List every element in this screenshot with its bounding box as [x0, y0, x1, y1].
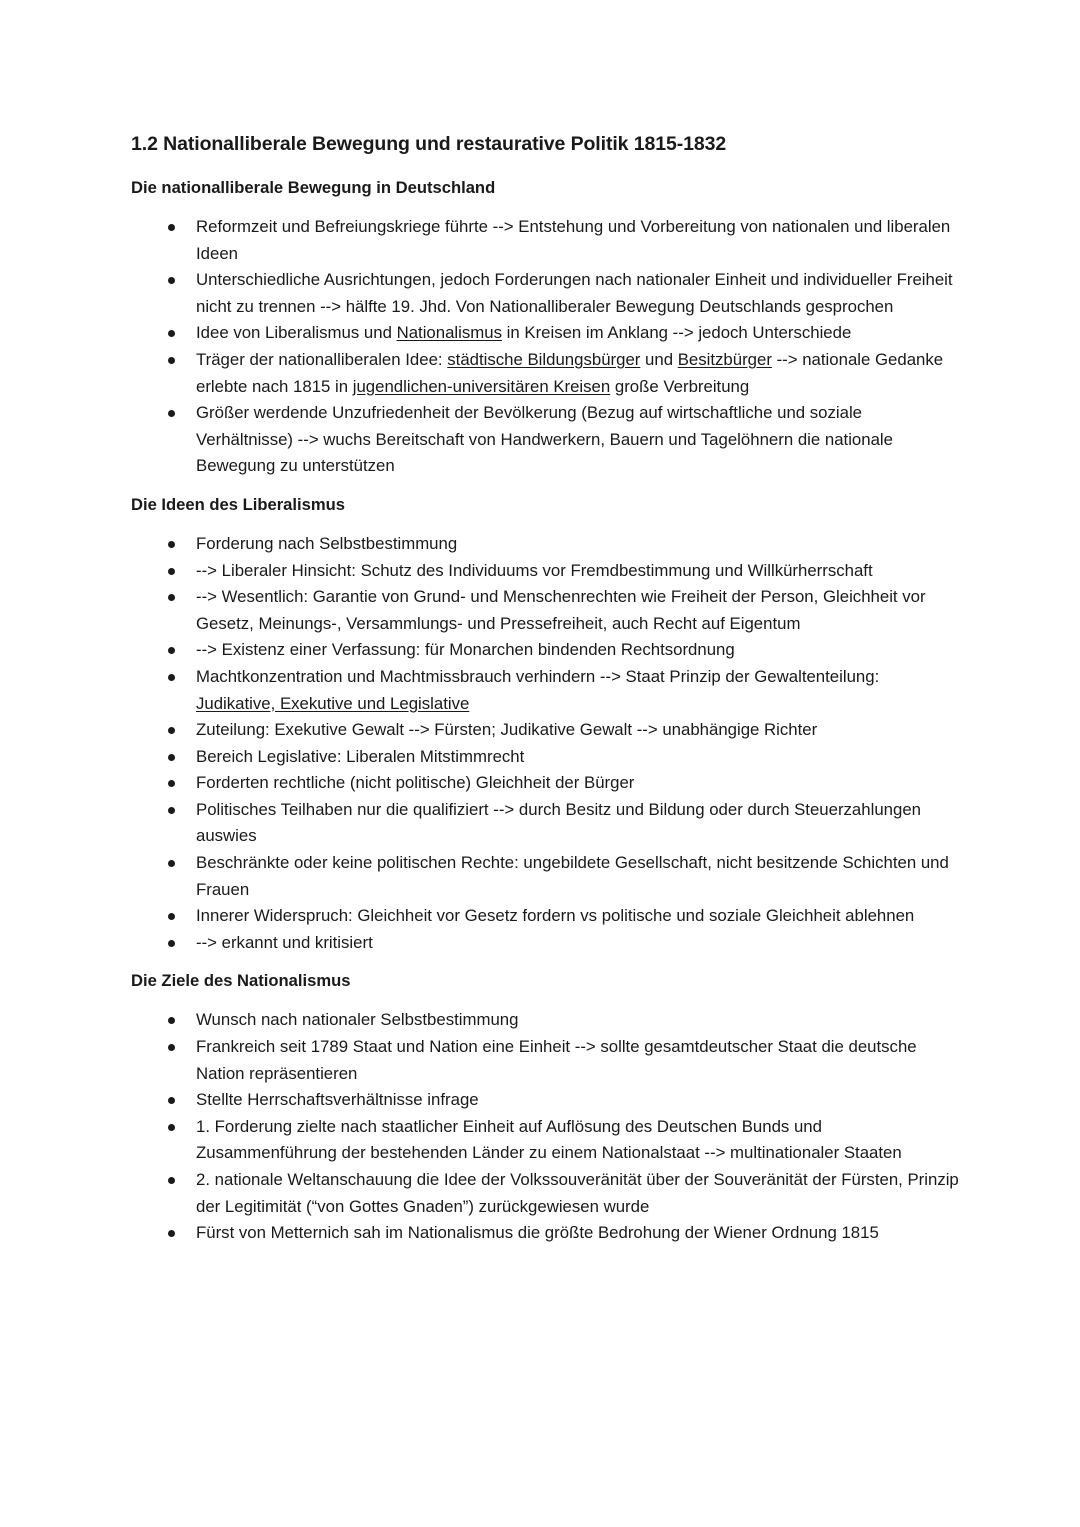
list-item [131, 531, 961, 558]
bullet-icon [168, 860, 175, 867]
list-item [131, 320, 961, 347]
underlined-text: städtische Bildungsbürger [447, 349, 641, 369]
text-run: Reformzeit und Befreiungskriege führte --> Entstehung und Vorbereitung von nationalen und liberalen Ideen [196, 217, 951, 263]
bullet-icon [168, 674, 175, 681]
section-heading: Die Ziele des Nationalismus [131, 971, 351, 991]
text-run: Machtkonzentration und Machtmissbrauch verhindern --> Staat Prinzip der Gewaltenteilung: [196, 666, 880, 686]
underlined-text: Judikative, Exekutive und Legislative [196, 693, 470, 713]
list-item [131, 770, 961, 797]
bullet-icon [168, 330, 175, 337]
text-run: Idee von Liberalismus und [196, 323, 397, 343]
text-run: --> Existenz einer Verfassung: für Monarchen bindenden Rechtsordnung [196, 640, 735, 660]
bullet-icon [168, 410, 175, 417]
text-run: Fürst von Metternich sah im Nationalismus die größte Bedrohung der Wiener Ordnung 1815 [196, 1223, 879, 1243]
bullet-icon [168, 357, 175, 364]
bullet-icon [168, 594, 175, 601]
text-run: Träger der nationalliberalen Idee: [196, 349, 448, 369]
bullet-icon [168, 1177, 175, 1184]
bullet-icon [168, 940, 175, 947]
text-run: in Kreisen im Anklang --> jedoch Unterschiede [501, 323, 852, 343]
bullet-icon [168, 754, 175, 761]
bullet-icon [168, 647, 175, 654]
bullet-icon [168, 1124, 175, 1131]
bullet-icon [168, 1230, 175, 1237]
text-run: Beschränkte oder keine politischen Rechte: ungebildete Gesellschaft, nicht besitzende Schichten und Frauen [196, 853, 949, 899]
text-run: Bereich Legislative: Liberalen Mitstimmrecht [196, 746, 525, 766]
text-run: und [640, 349, 678, 369]
page-title: 1.2 Nationalliberale Bewegung und restaurative Politik 1815-1832 [131, 133, 727, 155]
list-item [131, 214, 961, 267]
section-heading: Die nationalliberale Bewegung in Deutschland [131, 178, 496, 197]
document-page [131, 130, 961, 1260]
list-item [131, 1167, 961, 1220]
list-item [131, 850, 961, 903]
list-item [131, 1034, 961, 1087]
list-item [131, 797, 961, 850]
list-item [131, 1007, 961, 1034]
text-run: --> erkannt und kritisiert [196, 932, 373, 952]
list-item [131, 1114, 961, 1167]
text-run: Unterschiedliche Ausrichtungen, jedoch Forderungen nach nationaler Einheit und individueller Freiheit nicht zu trennen --> hälfte 19. Jhd. Von Nationalliberaler Bewegung Deutschlands gesprochen [196, 270, 953, 316]
text-run: Forderten rechtliche (nicht politische) Gleichheit der Bürger [196, 773, 635, 793]
text-run: --> nationale Gedanke erlebte nach 1815 in [196, 349, 944, 396]
text-run: Innerer Widerspruch: Gleichheit vor Gesetz fordern vs politische und soziale Gleichheit ablehnen [196, 906, 915, 926]
text-run: --> Liberaler Hinsicht: Schutz des Individuums vor Fremdbestimmung und Willkürherrschaft [196, 560, 873, 580]
list-item [131, 930, 961, 957]
text-run: Frankreich seit 1789 Staat und Nation eine Einheit --> sollte gesamtdeutscher Staat die deutsche Nation repräsentieren [196, 1037, 917, 1083]
bullet-icon [168, 541, 175, 548]
bullet-icon [168, 1097, 175, 1104]
bullet-icon [168, 1044, 175, 1051]
text-run: große Verbreitung [610, 376, 750, 396]
underlined-text: jugendlichen-universitären Kreisen [352, 376, 611, 396]
list-item [131, 267, 961, 320]
list-item [131, 558, 961, 585]
list-item [131, 744, 961, 771]
list-item [131, 903, 961, 930]
bullet-icon [168, 780, 175, 787]
text-run: Politisches Teilhaben nur die qualifiziert --> durch Besitz und Bildung oder durch Steuerzahlungen auswies [196, 799, 921, 846]
bullet-icon [168, 913, 175, 920]
list-item [131, 1220, 961, 1247]
list-item [131, 347, 961, 400]
bullet-list [131, 1007, 961, 1246]
bullet-icon [168, 1017, 175, 1024]
document-body [131, 176, 961, 1247]
text-run: --> Wesentlich: Garantie von Grund- und Menschenrechten wie Freiheit der Person, Gleichheit vor Gesetz, Meinungs-, Versammlungs- und Pressefreiheit, auch Recht auf Eigentum [196, 587, 926, 633]
bullet-icon [168, 568, 175, 575]
text-run: Forderung nach Selbstbestimmung [196, 533, 458, 553]
text-run: Wunsch nach nationaler Selbstbestimmung [196, 1010, 519, 1030]
text-run: Stellte Herrschaftsverhältnisse infrage [196, 1090, 479, 1110]
bullet-icon [168, 727, 175, 734]
list-item [131, 1087, 961, 1114]
list-item [131, 664, 961, 717]
list-item [131, 584, 961, 637]
section-heading: Die Ideen des Liberalismus [131, 494, 345, 514]
list-item [131, 400, 961, 480]
bullet-list [131, 531, 961, 957]
bullet-icon [168, 807, 175, 814]
text-run: Zuteilung: Exekutive Gewalt --> Fürsten; Judikative Gewalt --> unabhängige Richter [196, 720, 818, 740]
text-run: 2. nationale Weltanschauung die Idee der Volkssouveränität über der Souveränität der Fürsten, Prinzip der Legitimität (“von Gottes Gnaden”) zurückgewiesen wurde [196, 1170, 959, 1216]
underlined-text: Nationalismus [396, 323, 502, 343]
list-item [131, 717, 961, 744]
bullet-icon [168, 224, 175, 231]
bullet-list [131, 214, 961, 480]
list-item [131, 637, 961, 664]
bullet-icon [168, 277, 175, 284]
underlined-text: Besitzbürger [677, 349, 772, 369]
text-run: 1. Forderung zielte nach staatlicher Einheit auf Auflösung des Deutschen Bunds und Zusammenführung der bestehenden Länder zu einem Nationalstaat --> multinationaler Staaten [196, 1116, 902, 1163]
text-run: Größer werdende Unzufriedenheit der Bevölkerung (Bezug auf wirtschaftliche und soziale Verhältnisse) --> wuchs Bereitschaft von Handwerkern, Bauern und Tagelöhnern die nationale Bewegung zu unterstützen [196, 403, 893, 476]
